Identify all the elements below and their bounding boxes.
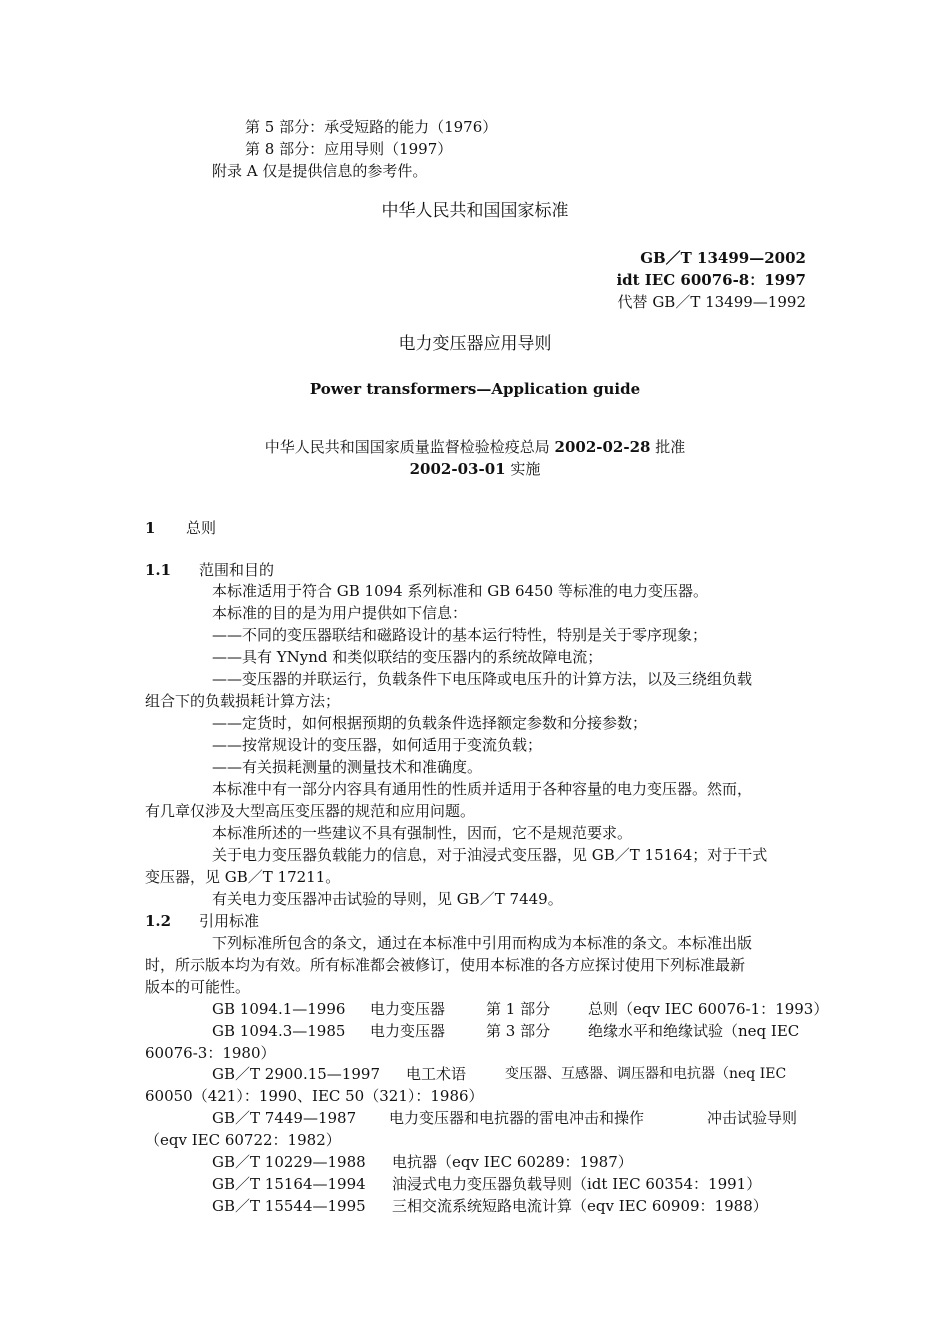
- paragraph-line: 变压器，见 GB／T 17211。: [145, 868, 341, 886]
- reference-code: GB／T 15544—1995: [212, 1197, 366, 1215]
- reference-code: GB／T 7449—1987: [212, 1109, 357, 1127]
- list-item: ——定货时，如何根据预期的负载条件选择额定参数和分接参数；: [212, 714, 648, 732]
- reference-code: GB 1094.3—1985: [212, 1022, 346, 1040]
- reference-desc: 电抗器（eqv IEC 60289：1987）: [392, 1153, 633, 1171]
- standard-replaces: 代替 GB／T 13499—1992: [617, 293, 806, 311]
- reference-name: 电力变压器: [370, 1022, 446, 1040]
- paragraph-line: 时，所示版本均为有效。所有标准都会被修订，使用本标准的各方应探讨使用下列标准最新: [145, 956, 746, 974]
- list-item: ——按常规设计的变压器，如何适用于变流负载；: [212, 736, 543, 754]
- preamble-part5: 第 5 部分：承受短路的能力（1976）: [245, 118, 498, 136]
- section-1-title: 总则: [186, 519, 217, 537]
- reference-code: GB／T 10229—1988: [212, 1153, 366, 1171]
- list-item: ——不同的变压器联结和磁路设计的基本运行特性，特别是关于零序现象；: [212, 626, 708, 644]
- list-item: ——变压器的并联运行，负载条件下电压降或电压升的计算方法，以及三绕组负载: [212, 670, 753, 688]
- reference-desc: 三相交流系统短路电流计算（eqv IEC 60909：1988）: [392, 1197, 768, 1215]
- list-item-continuation: 组合下的负载损耗计算方法；: [145, 692, 341, 710]
- section-1-2-title: 引用标准: [199, 912, 260, 930]
- standard-code: GB／T 13499—2002: [640, 249, 806, 267]
- list-item: ——有关损耗测量的测量技术和准确度。: [212, 758, 483, 776]
- paragraph-line: 本标准适用于符合 GB 1094 系列标准和 GB 6450 等标准的电力变压器。: [212, 582, 708, 600]
- reference-code: GB／T 2900.15—1997: [212, 1065, 380, 1083]
- reference-desc: 冲击试验导则: [707, 1109, 798, 1127]
- reference-continuation: 60050（421）：1990、IEC 50（321）：1986）: [145, 1087, 484, 1105]
- reference-name: 电力变压器和电抗器的雷电冲击和操作: [389, 1109, 645, 1127]
- implementation-date: 2002-03-01: [409, 460, 506, 478]
- implementation-line: [0, 459, 950, 480]
- list-item: ——具有 YNynd 和类似联结的变压器内的系统故障电流；: [212, 648, 603, 666]
- approval-line: [0, 437, 950, 458]
- document-title: 电力变压器应用导则: [398, 334, 552, 354]
- paragraph-line: 关于电力变压器负载能力的信息，对于油浸式变压器，见 GB／T 15164；对于干式: [212, 846, 768, 864]
- reference-name: 电工术语: [406, 1065, 467, 1083]
- document-title-en: Power transformers—Application guide: [309, 380, 641, 398]
- paragraph-line: 有几章仅涉及大型高压变压器的规范和应用问题。: [145, 802, 476, 820]
- approval-date: 2002-02-28: [554, 438, 651, 456]
- section-1-1-title: 范围和目的: [199, 561, 275, 579]
- reference-code: GB 1094.1—1996: [212, 1000, 346, 1018]
- approval-word: 批准: [650, 438, 686, 456]
- reference-part: 第 3 部分: [486, 1022, 551, 1040]
- paragraph-line: 版本的可能性。: [145, 978, 251, 996]
- national-standard-title: 中华人民共和国国家标准: [381, 201, 569, 221]
- reference-continuation: （eqv IEC 60722：1982）: [145, 1131, 341, 1149]
- section-1-1-number: 1.1: [145, 561, 172, 579]
- paragraph-line: 本标准中有一部分内容具有通用性的性质并适用于各种容量的电力变压器。然而，: [212, 780, 753, 798]
- reference-part: 第 1 部分: [486, 1000, 551, 1018]
- section-1-number: 1: [145, 519, 156, 537]
- reference-desc: 绝缘水平和绝缘试验（neq IEC: [588, 1022, 800, 1040]
- approval-authority: 中华人民共和国国家质量监督检验检疫总局: [264, 438, 555, 456]
- implementation-word: 实施: [505, 460, 541, 478]
- paragraph-line: 下列标准所包含的条文，通过在本标准中引用而构成为本标准的条文。本标准出版: [212, 934, 753, 952]
- paragraph-line: 有关电力变压器冲击试验的导则，见 GB／T 7449。: [212, 890, 563, 908]
- reference-name: 电力变压器: [370, 1000, 446, 1018]
- reference-desc: 总则（eqv IEC 60076-1：1993）: [588, 1000, 829, 1018]
- reference-code: GB／T 15164—1994: [212, 1175, 366, 1193]
- reference-desc: 变压器、互感器、调压器和电抗器（neq IEC: [505, 1066, 787, 1082]
- preamble-part8: 第 8 部分：应用导则（1997）: [245, 140, 453, 158]
- paragraph-line: 本标准所述的一些建议不具有强制性，因而，它不是规范要求。: [212, 824, 633, 842]
- reference-desc: 油浸式电力变压器负载导则（idt IEC 60354：1991）: [392, 1175, 762, 1193]
- preamble-annex: 附录 A 仅是提供信息的参考件。: [212, 162, 428, 180]
- paragraph-line: 本标准的目的是为用户提供如下信息：: [212, 604, 468, 622]
- standard-idt: idt IEC 60076-8：1997: [616, 271, 806, 289]
- section-1-2-number: 1.2: [145, 912, 172, 930]
- reference-continuation: 60076-3：1980）: [145, 1044, 276, 1062]
